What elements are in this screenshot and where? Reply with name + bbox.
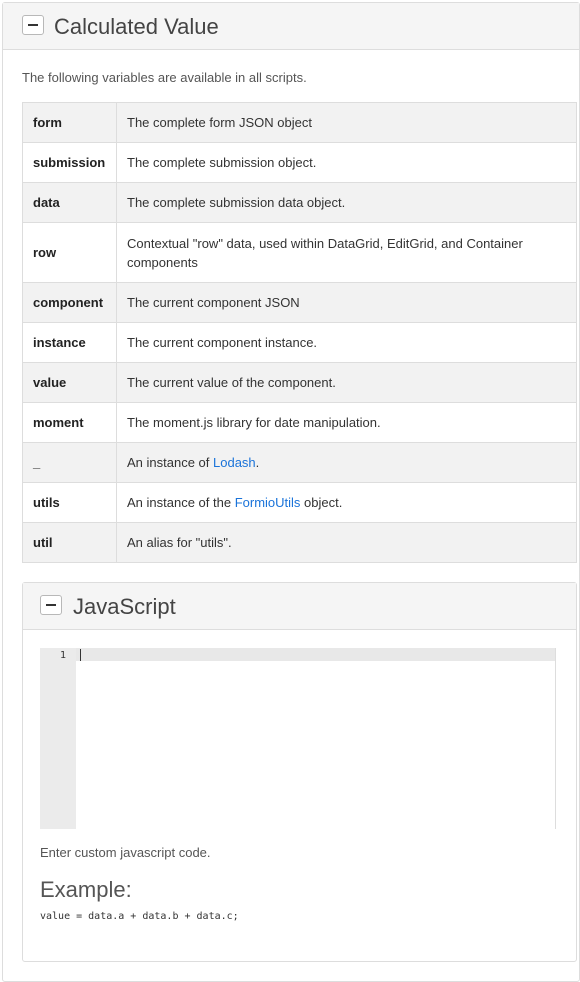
table-row	[23, 223, 577, 283]
variable-description: Contextual "row" data, used within DataGrid, EditGrid, and Container components	[117, 223, 577, 283]
example-heading: Example:	[40, 877, 132, 902]
variable-name: moment	[23, 403, 117, 443]
variables-intro: The following variables are available in all scripts.	[22, 70, 307, 85]
description-suffix: object.	[300, 495, 343, 510]
variable-description: An alias for "utils".	[117, 523, 577, 563]
lodash-link[interactable]: Lodash	[213, 455, 256, 470]
table-row	[23, 103, 577, 143]
code-editor[interactable]	[40, 648, 556, 829]
table-row	[23, 363, 577, 403]
javascript-header[interactable]	[23, 583, 576, 630]
variable-description: The complete submission data object.	[117, 183, 577, 223]
active-line-highlight	[76, 648, 555, 661]
calculated-value-collapse-button[interactable]	[22, 15, 44, 35]
variable-description: The complete form JSON object	[117, 103, 577, 143]
variable-description: The current value of the component.	[117, 363, 577, 403]
table-row	[23, 443, 577, 483]
panel-title: Calculated Value	[54, 14, 219, 39]
variable-name: component	[23, 283, 117, 323]
minus-icon	[46, 604, 56, 606]
description-suffix: .	[255, 455, 260, 470]
text-cursor	[80, 649, 81, 661]
description-prefix: An instance of the	[127, 495, 235, 510]
table-row	[23, 403, 577, 443]
javascript-collapse-button[interactable]	[40, 595, 62, 615]
example-code: value = data.a + data.b + data.c;	[40, 911, 239, 922]
editor-gutter	[40, 648, 76, 829]
variable-name: submission	[23, 143, 117, 183]
variable-description: The complete submission object.	[117, 143, 577, 183]
variable-description: The current component JSON	[117, 283, 577, 323]
variable-name: data	[23, 183, 117, 223]
variable-name: form	[23, 103, 117, 143]
variable-description: The current component instance.	[117, 323, 577, 363]
variable-name: row	[23, 223, 117, 283]
variables-table	[22, 102, 577, 563]
variable-description	[117, 483, 577, 523]
minus-icon	[28, 24, 38, 26]
table-row	[23, 283, 577, 323]
variable-name: instance	[23, 323, 117, 363]
variable-name: utils	[23, 483, 117, 523]
javascript-panel	[22, 582, 577, 962]
line-number: 1	[59, 650, 66, 661]
variable-name: _	[23, 443, 117, 483]
variable-name: value	[23, 363, 117, 403]
variable-name: util	[23, 523, 117, 563]
table-row	[23, 483, 577, 523]
table-row	[23, 143, 577, 183]
calculated-value-panel	[2, 2, 580, 982]
description-prefix: An instance of	[127, 455, 213, 470]
editor-help-text: Enter custom javascript code.	[40, 845, 211, 860]
variable-description: The moment.js library for date manipulation.	[117, 403, 577, 443]
table-row	[23, 323, 577, 363]
variable-description	[117, 443, 577, 483]
table-row	[23, 523, 577, 563]
javascript-title: JavaScript	[73, 594, 176, 619]
table-row	[23, 183, 577, 223]
calculated-value-header[interactable]	[3, 3, 579, 50]
formioutils-link[interactable]: FormioUtils	[234, 495, 301, 510]
